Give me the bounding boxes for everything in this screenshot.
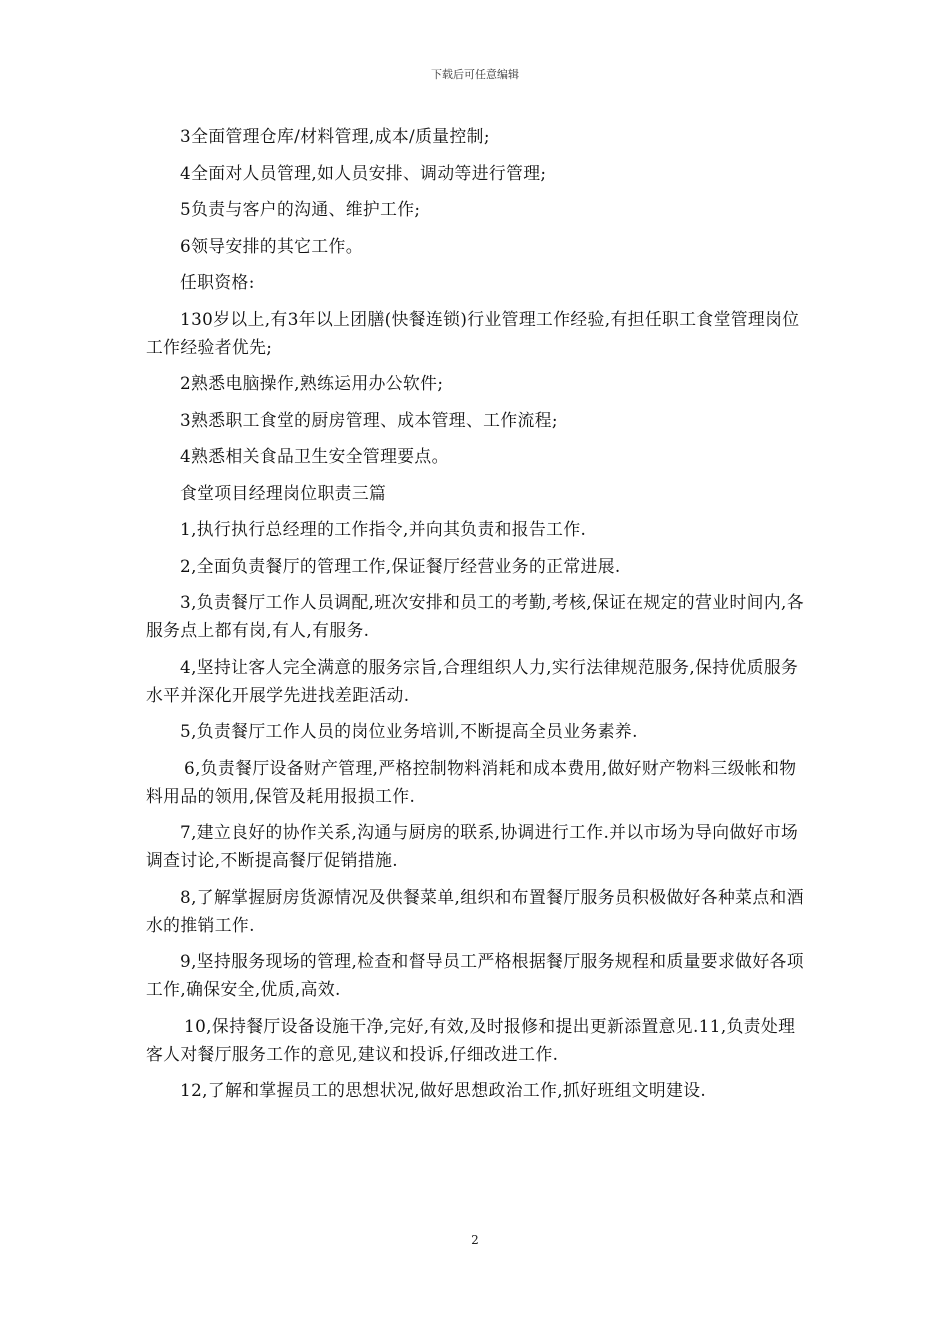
paragraph-15: 5,负责餐厅工作人员的岗位业务培训,不断提高全员业务素养. — [180, 721, 638, 741]
paragraph-13: 3,负责餐厅工作人员调配,班次安排和员工的考勤,考核,保证在规定的营业时间内,各服务点上都有岗,有人,有服务. — [146, 592, 804, 640]
paragraph-18: 8,了解掌握厨房货源情况及供餐菜单,组织和布置餐厅服务员积极做好各种菜点和酒水的推销工作. — [146, 886, 804, 935]
paragraph-2: 4全面对人员管理,如人员安排、调动等进行管理; — [180, 162, 547, 183]
paragraph-11: 1,执行执行总经理的工作指令,并向其负责和报告工作. — [180, 519, 587, 539]
paragraph-21: 12,了解和掌握员工的思想状况,做好思想政治工作,抓好班组文明建设. — [180, 1080, 707, 1100]
paragraph-6: 130岁以上,有3年以上团膳(快餐连锁)行业管理工作经验,有担任职工食堂管理岗位工作经验者优先; — [146, 308, 800, 357]
page-number: 2 — [471, 1233, 479, 1247]
document-body — [146, 122, 810, 1113]
paragraph-16: 6,负责餐厅设备财产管理,严格控制物料消耗和成本费用,做好财产物料三级帐和物料用品的领用,保管及耗用报损工作. — [146, 757, 797, 806]
paragraph-9: 4熟悉相关食品卫生安全管理要点。 — [180, 446, 449, 466]
section-heading-duties: 食堂项目经理岗位职责三篇 — [180, 482, 387, 503]
paragraph-1: 3全面管理仓库/材料管理,成本/质量控制; — [180, 126, 490, 146]
section-heading-qualifications: 任职资格: — [180, 272, 255, 292]
paragraph-4: 6领导安排的其它工作。 — [180, 235, 363, 256]
page-header: 下载后可任意编辑 — [431, 68, 519, 81]
paragraph-8: 3熟悉职工食堂的厨房管理、成本管理、工作流程; — [180, 409, 558, 430]
paragraph-12: 2,全面负责餐厅的管理工作,保证餐厅经营业务的正常进展. — [180, 555, 621, 576]
paragraph-19: 9,坚持服务现场的管理,检查和督导员工严格根据餐厅服务规程和质量要求做好各项工作,确保安全,优质,高效. — [146, 951, 804, 999]
paragraph-3: 5负责与客户的沟通、维护工作; — [180, 199, 421, 219]
paragraph-7: 2熟悉电脑操作,熟练运用办公软件; — [180, 373, 444, 393]
paragraph-17: 7,建立良好的协作关系,沟通与厨房的联系,协调进行工作.并以市场为导向做好市场调查讨论,不断提高餐厅促销措施. — [146, 822, 799, 870]
paragraph-20: 10,保持餐厅设备设施干净,完好,有效,及时报修和提出更新添置意见.11,负责处理客人对餐厅服务工作的意见,建议和投诉,仔细改进工作. — [146, 1015, 796, 1064]
paragraph-14: 4,坚持让客人完全满意的服务宗旨,合理组织人力,实行法律规范服务,保持优质服务水平并深化开展学先进找差距活动. — [146, 656, 799, 705]
